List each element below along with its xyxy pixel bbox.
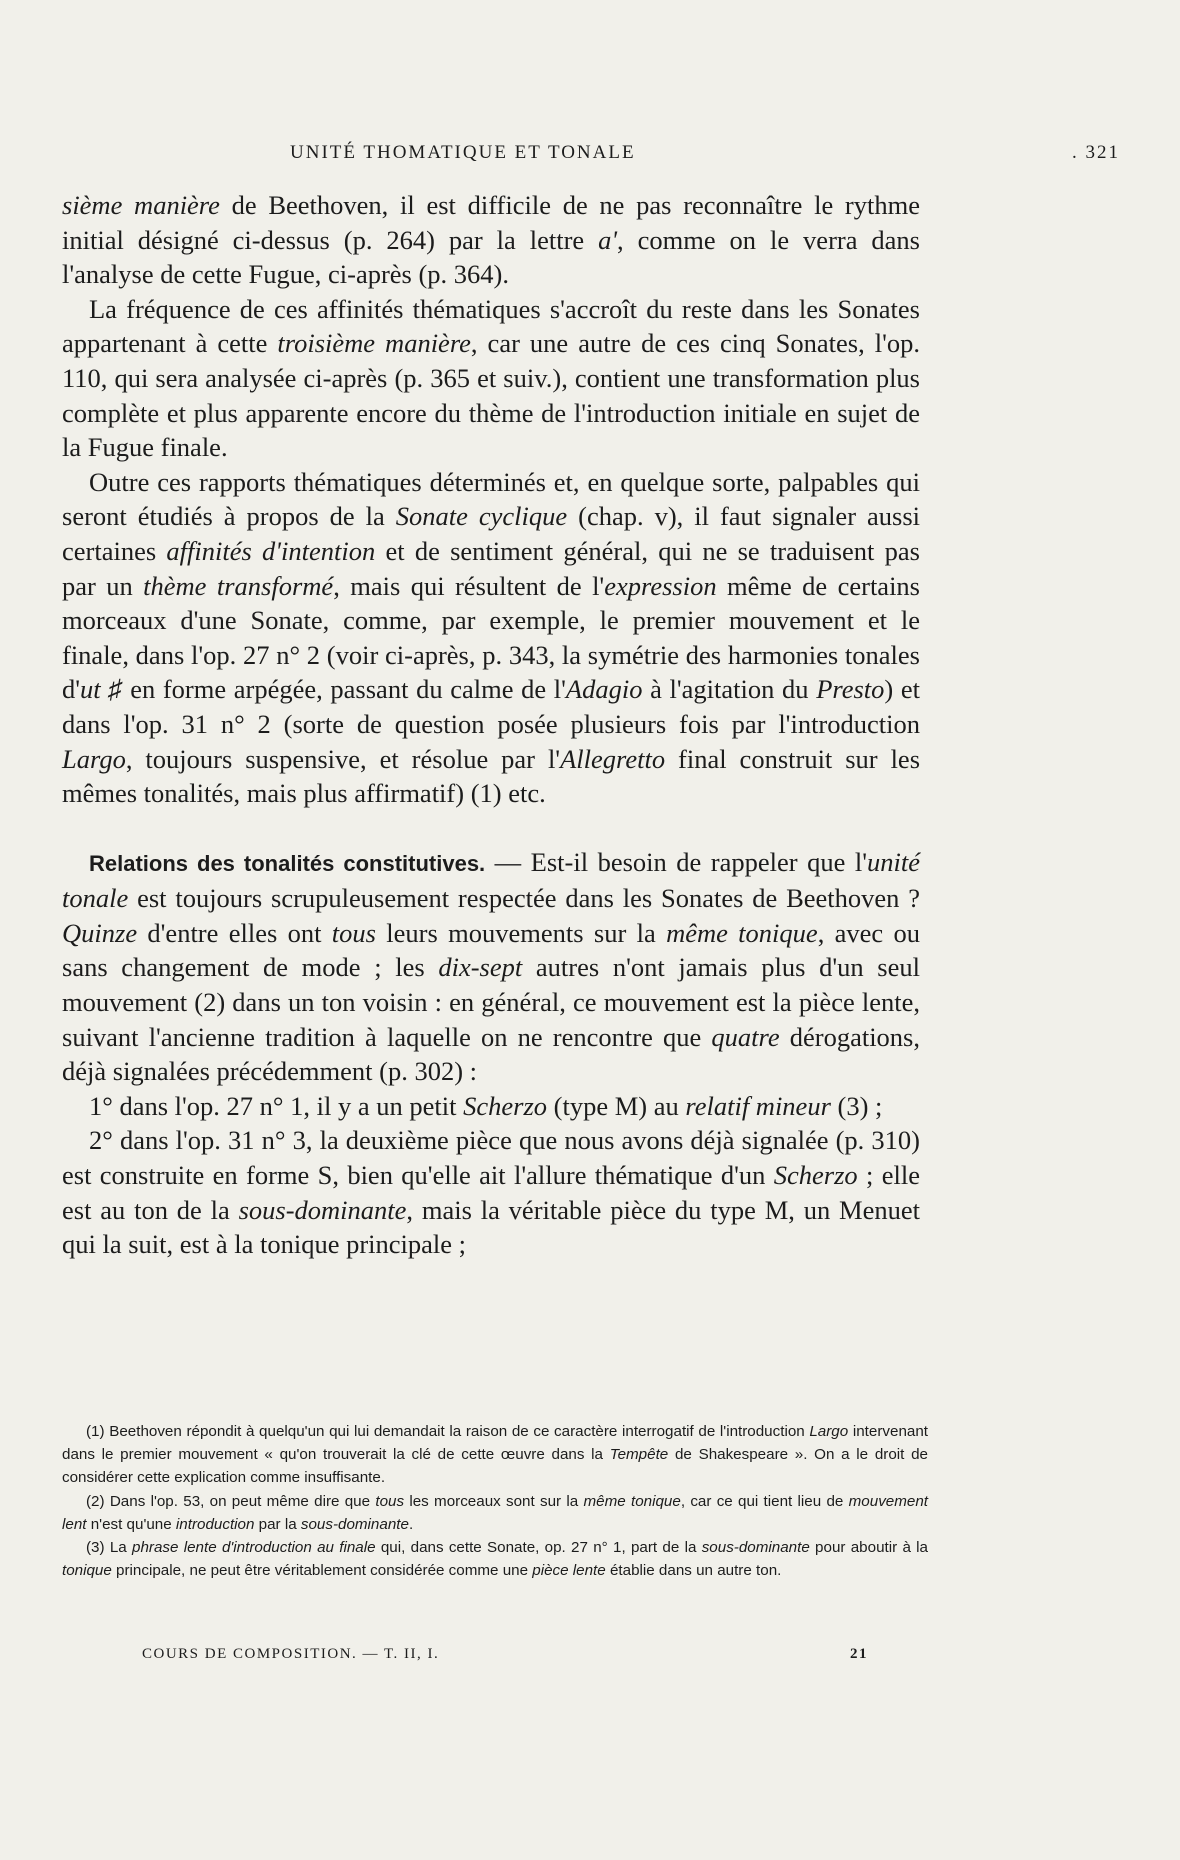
- text-run: intervenant dans le premier mouvement « qu'on trouverait la clé de cette œuvre dans la: [62, 1423, 928, 1464]
- italic-text: Scherzo: [773, 1160, 858, 1191]
- text-run: qui, dans cette Sonate, op. 27 n° 1, part de la: [375, 1539, 702, 1557]
- footnote: [62, 1490, 928, 1536]
- italic-text: ut ♯: [80, 674, 123, 705]
- text-run: d'entre elles ont: [137, 917, 332, 948]
- italic-text: Scherzo: [463, 1090, 548, 1121]
- text-run: par la: [254, 1515, 301, 1533]
- text-run: autres n'ont jamais plus d'un seul mouvement (2) dans un ton voisin : en général, ce mouvement est la pièce lente, suivant l'ancienne tradition à laquelle on ne rencontre que: [62, 952, 920, 1052]
- text-run: La fréquence de ces affinités thématiques s'accroît du reste dans les Sonates appartenant à cette: [62, 293, 920, 359]
- italic-text: tous: [375, 1492, 405, 1510]
- italic-text: relatif mineur: [685, 1090, 831, 1121]
- italic-text: phrase lente d'introduction au finale: [132, 1539, 376, 1557]
- text-run: .: [408, 1515, 414, 1533]
- text-run: et de sentiment général, qui ne se traduisent pas par un: [62, 535, 920, 601]
- text-run: en forme arpégée, passant du calme de l': [122, 674, 566, 705]
- text-run: est toujours scrupuleusement respectée dans les Sonates de Beethoven ?: [128, 883, 920, 914]
- italic-text: Largo: [62, 743, 126, 774]
- section-title: Relations des tonalités constitutives.: [89, 850, 486, 876]
- text-run: ) et dans l'op. 31 n° 2 (sorte de question posée plusieurs fois par l'introduction: [62, 674, 920, 739]
- italic-text: sous-dominante: [701, 1539, 810, 1557]
- italic-text: unité tonale: [62, 846, 920, 914]
- italic-text: troisième manière: [277, 328, 471, 359]
- text-run: même de certains morceaux d'une Sonate, comme, par exemple, le premier mouvement et le finale, dans l'op. 27 n° 2 (voir ci-après, p. 343, la symétrie des harmonies tonales d': [62, 570, 920, 705]
- italic-text: Presto: [816, 674, 885, 705]
- text-run: à l'agitation du: [642, 674, 817, 705]
- text-run: , mais qui résultent de l': [333, 570, 605, 601]
- italic-text: sous-dominante: [300, 1515, 409, 1533]
- paragraph: [62, 188, 920, 292]
- text-run: principale, ne peut être véritablement considérée comme une: [111, 1562, 533, 1580]
- italic-text: dix-sept: [438, 952, 523, 983]
- text-run: , comme on le verra dans l'analyse de cette Fugue, ci-après (p. 364).: [62, 224, 920, 290]
- text-run: dérogations, déjà signalées précédemment (p. 302) :: [62, 1021, 920, 1087]
- paragraph: [62, 465, 920, 811]
- book-line: COURS DE COMPOSITION. — T. II, I.: [142, 1646, 440, 1662]
- italic-text: Sonate cyclique: [395, 501, 568, 532]
- italic-text: thème transformé: [143, 570, 334, 601]
- text-run: leurs mouvements sur la: [375, 917, 667, 948]
- italic-text: expression: [604, 570, 717, 601]
- text-run: de Beethoven, il est difficile de ne pas reconnaître le rythme initial désigné ci-dessus (p. 264) par la lettre: [62, 190, 920, 255]
- text-run: (3) La: [86, 1539, 133, 1557]
- text-run: pour aboutir à la: [809, 1539, 928, 1557]
- text-run: (2) Dans l'op. 53, on peut même dire que: [86, 1492, 376, 1510]
- page-number: . 321: [1072, 142, 1120, 163]
- text-run: (type M) au: [547, 1090, 686, 1121]
- text-run: 2° dans l'op. 31 n° 3, la deuxième pièce que nous avons déjà signalée (p. 310) est construite en forme S, bien qu'elle ait l'allure thématique d'un: [62, 1125, 920, 1191]
- italic-text: tonique: [62, 1562, 112, 1580]
- signature-line: [142, 1646, 868, 1663]
- text-run: , avec ou sans changement de mode ; les: [62, 917, 920, 983]
- italic-text: quatre: [711, 1021, 780, 1052]
- text-run: n'est qu'une: [86, 1515, 176, 1533]
- text-run: , car ce qui tient lieu de: [680, 1492, 849, 1510]
- text-run: de Shakespeare ». On a le droit de considérer cette explication comme insuffisante.: [62, 1446, 928, 1487]
- italic-text: Adagio: [565, 674, 643, 705]
- text-run: (1) Beethoven répondit à quelqu'un qui lui demandait la raison de ce caractère interrogatif de l'introduction: [86, 1423, 810, 1440]
- text-run: Outre ces rapports thématiques déterminés et, en quelque sorte, palpables qui seront étudiés à propos de la: [62, 466, 920, 532]
- italic-text: sous-dominante: [238, 1194, 407, 1225]
- italic-text: même tonique: [583, 1492, 681, 1510]
- italic-text: tous: [331, 917, 376, 948]
- text-run: — Est-il besoin de rappeler que l': [485, 846, 867, 877]
- text-run: (chap. v), il faut signaler aussi certaines: [62, 501, 921, 566]
- text-run: les morceaux sont sur la: [404, 1492, 584, 1510]
- footnote: [62, 1536, 928, 1582]
- italic-text: introduction: [175, 1515, 255, 1533]
- text-run: établie dans un autre ton.: [605, 1562, 782, 1580]
- text-run: final construit sur les mêmes tonalités, mais plus affirmatif) (1) etc.: [62, 743, 921, 809]
- text-run: , toujours suspensive, et résolue par l': [125, 743, 561, 774]
- italic-text: même tonique: [666, 917, 818, 948]
- section-paragraph: [62, 845, 920, 1089]
- signature-mark: 21: [850, 1646, 868, 1662]
- text-run: , car une autre de ces cinq Sonates, l'op. 110, qui sera analysée ci-après (p. 365 et suiv.), contient une transformation plus complète et plus apparente encore du thème de l'introduction initiale en sujet de la Fugue finale.: [62, 328, 920, 463]
- italic-text: Allegretto: [560, 743, 666, 774]
- italic-text: Quinze: [62, 917, 138, 948]
- italic-text: pièce lente: [532, 1562, 606, 1580]
- footnotes: [62, 1420, 928, 1582]
- paragraph: [62, 1123, 920, 1261]
- italic-text: Tempête: [609, 1446, 669, 1464]
- text-run: , mais la véritable pièce du type M, un Menuet qui la suit, est à la tonique principale ;: [62, 1194, 920, 1260]
- body-text: [62, 188, 920, 1262]
- italic-text: Largo: [809, 1423, 849, 1440]
- paragraph: [62, 292, 920, 465]
- text-run: 1° dans l'op. 27 n° 1, il y a un petit: [89, 1090, 464, 1121]
- text-run: (3) ;: [830, 1090, 883, 1121]
- running-title: UNITÉ THOMATIQUE ET TONALE: [290, 142, 636, 163]
- italic-text: affinités d'intention: [166, 535, 376, 566]
- footnote: [62, 1420, 928, 1490]
- italic-text: a': [598, 224, 618, 255]
- italic-text: sième manière: [62, 190, 220, 220]
- text-run: ; elle est au ton de la: [62, 1160, 920, 1225]
- paragraph: [62, 1089, 920, 1124]
- italic-text: mouvement lent: [62, 1492, 929, 1533]
